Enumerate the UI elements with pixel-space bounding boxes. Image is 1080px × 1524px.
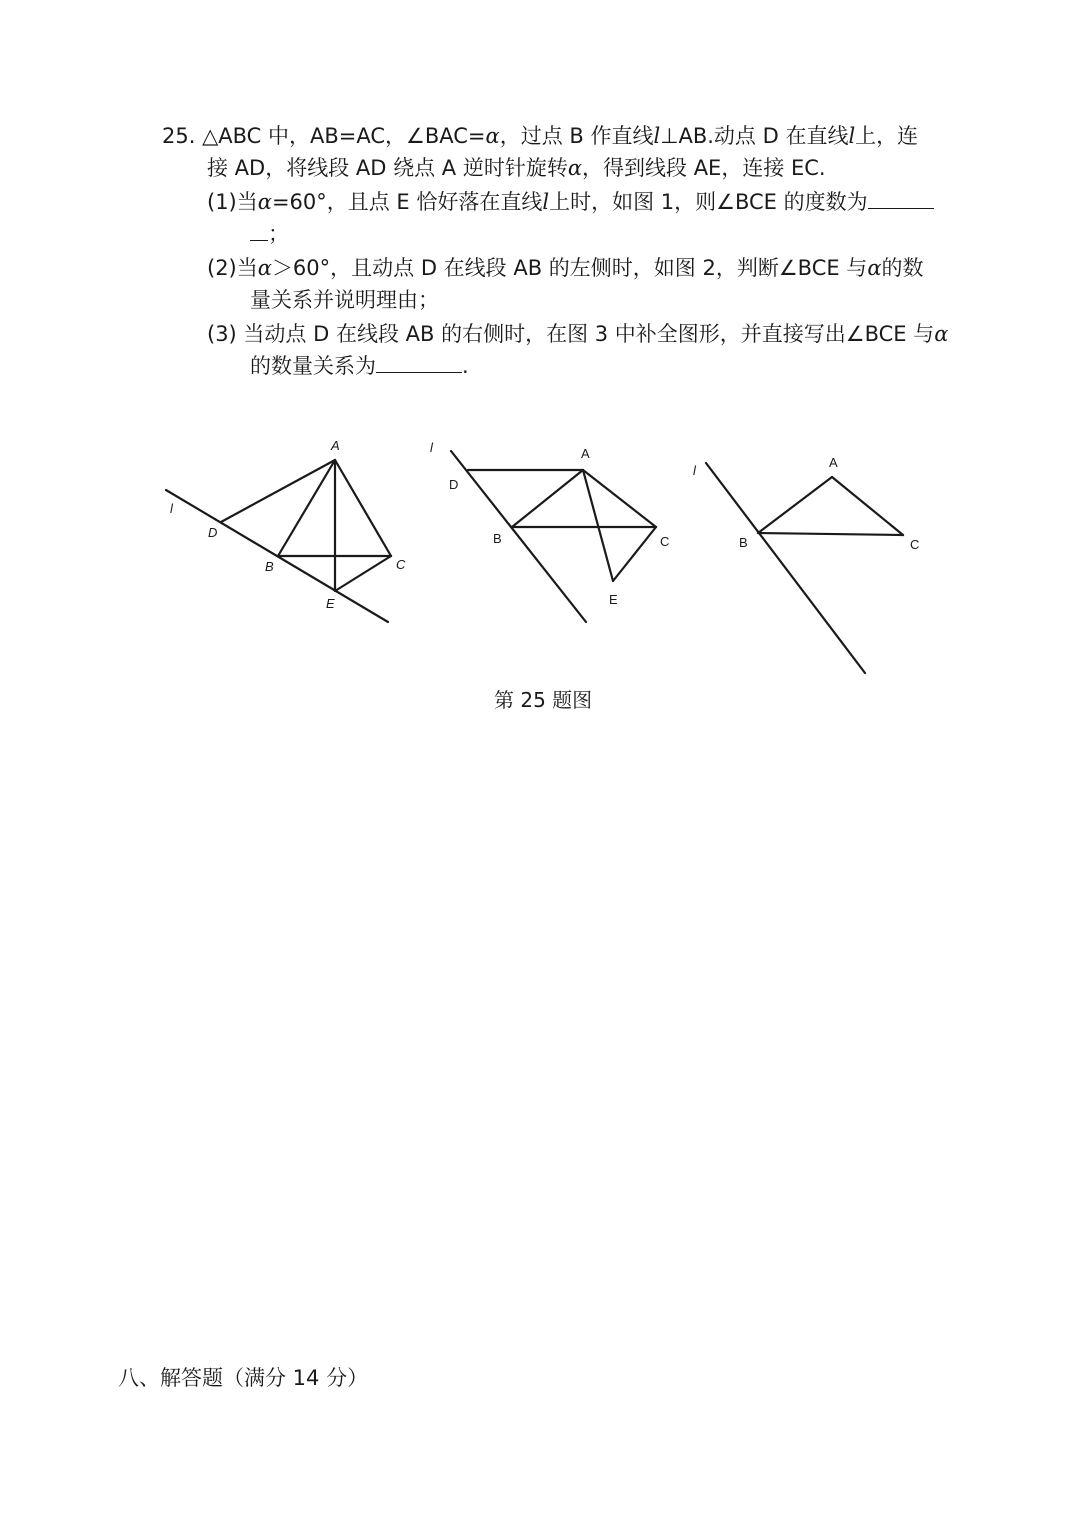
- fig2-segment-EC: [613, 527, 656, 581]
- fig3-segment-AB: [758, 477, 832, 533]
- figure-caption: 第 25 题图: [494, 688, 593, 712]
- section-heading: 八、解答题（满分 14 分）: [118, 1366, 369, 1390]
- fig2-segment-AC: [583, 470, 656, 527]
- fig3-label-A: A: [829, 455, 838, 470]
- fig2-label-B: B: [493, 531, 502, 546]
- fig2-label-C: C: [660, 534, 670, 549]
- fig2-label-D: D: [449, 477, 459, 492]
- part-3-cont: 的数量关系为 .: [250, 354, 469, 378]
- fig2-label-E: E: [609, 592, 618, 607]
- part-3: (3) 当动点 D 在线段 AB 的右侧时，在图 3 中补全图形，并直接写出∠BCE 与α: [207, 322, 949, 346]
- question-line-1: 25. △ABC 中，AB=AC，∠BAC=α，过点 B 作直线l⊥AB.动点 D 在直线l上，连: [162, 124, 919, 148]
- fig1-label-l: l: [170, 501, 173, 516]
- part-2-cont: 量关系并说明理由；: [250, 288, 439, 312]
- fig3-segment-AC: [832, 477, 903, 535]
- question-line-2: 接 AD，将线段 AD 绕点 A 逆时针旋转α，得到线段 AE，连接 EC.: [207, 156, 826, 180]
- fig3-line-l: [706, 463, 865, 673]
- fig3-segment-BC: [758, 533, 903, 535]
- fig3-label-C: C: [910, 537, 920, 552]
- part-1: (1)当α=60°，且点 E 恰好落在直线l上时，如图 1，则∠BCE 的度数为: [207, 188, 934, 216]
- fig2-segment-AB: [512, 470, 583, 527]
- fig3-label-B: B: [739, 535, 748, 550]
- fig2-line-l: [451, 451, 586, 622]
- fig1-label-A: A: [331, 438, 340, 453]
- part-2: (2)当α＞60°，且动点 D 在线段 AB 的左侧时，如图 2，判断∠BCE 与α的数: [207, 256, 924, 280]
- figure-2: [451, 451, 656, 622]
- part-1-cont: ；: [250, 220, 289, 248]
- question-number: 25.: [162, 124, 196, 148]
- fig1-label-D: D: [208, 525, 218, 540]
- figure-1: [166, 460, 391, 622]
- fig3-label-l: l: [693, 463, 696, 478]
- fig1-segment-EC: [335, 556, 391, 591]
- fig1-segment-AD: [221, 460, 335, 522]
- fig1-label-B: B: [265, 559, 274, 574]
- fig1-label-E: E: [326, 596, 335, 611]
- fig2-label-l: l: [430, 440, 433, 455]
- fig1-segment-AC: [335, 460, 391, 556]
- fig1-label-C: C: [396, 557, 406, 572]
- figure-3: [706, 463, 903, 673]
- fig2-label-A: A: [581, 446, 590, 461]
- fig2-segment-AE: [583, 470, 613, 581]
